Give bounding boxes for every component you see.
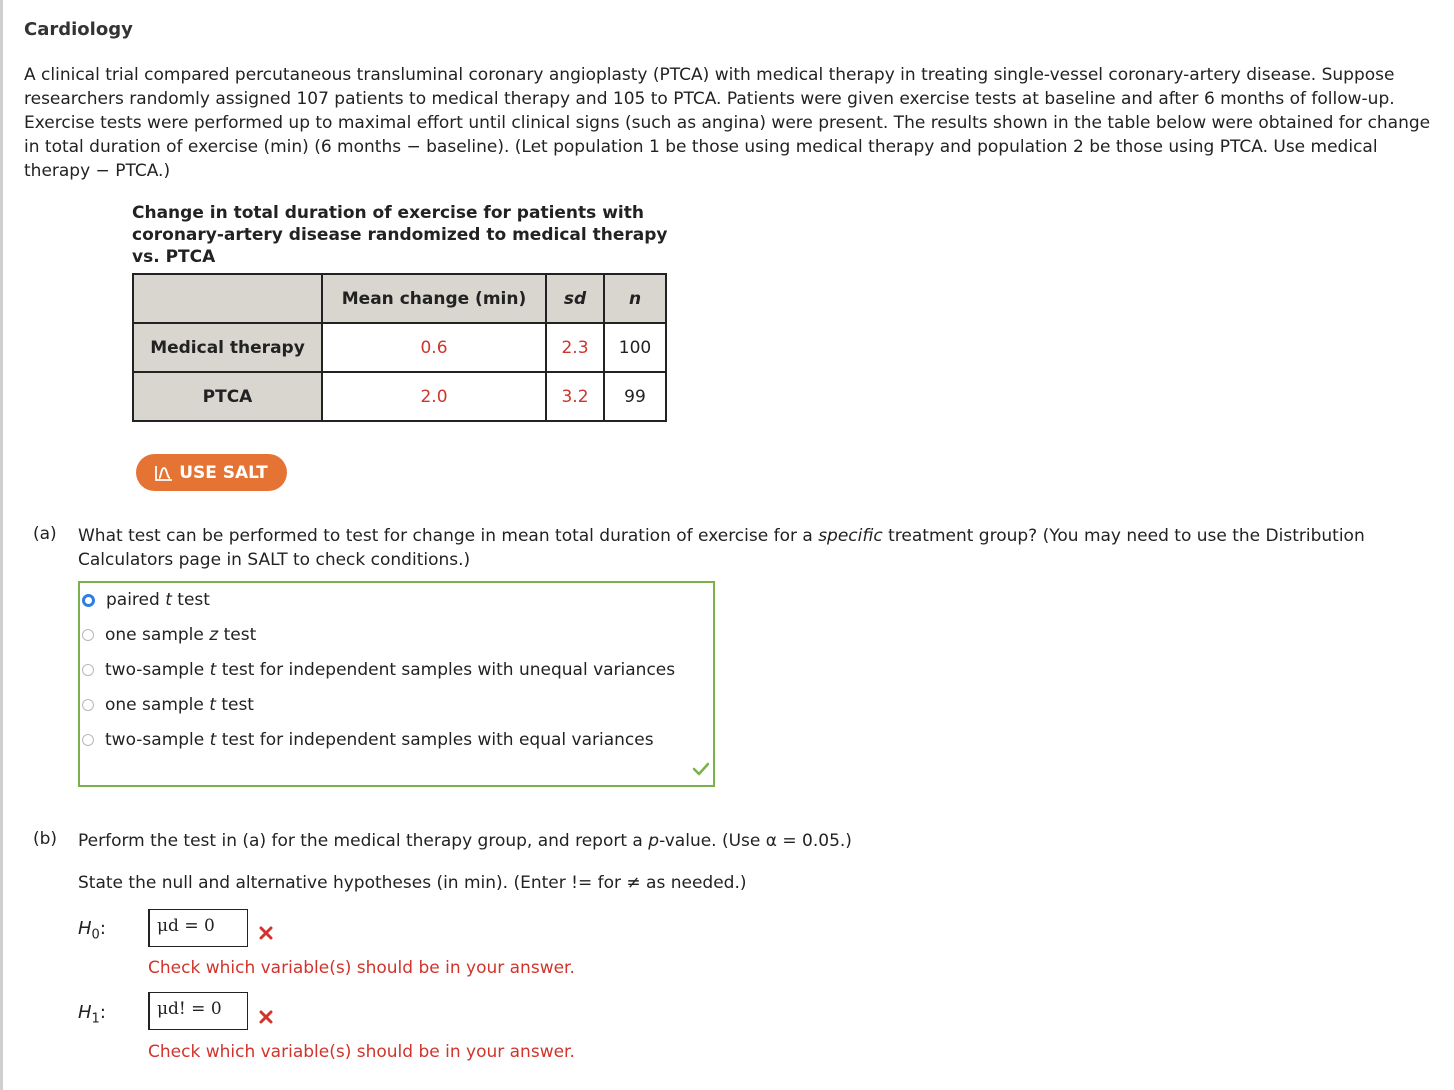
option-two-sample-equal[interactable] — [80, 729, 654, 751]
left-border — [0, 0, 3, 1090]
option-one-sample-t-test[interactable] — [80, 694, 254, 716]
h0-answer: μd = 0 — [157, 916, 215, 936]
cell-mean: 2.0 — [322, 372, 546, 421]
cell-n: 99 — [604, 372, 666, 421]
incorrect-x-icon — [259, 926, 273, 940]
option-label: paired t test — [106, 590, 210, 610]
table-header-cell — [133, 274, 322, 323]
cell-sd: 3.2 — [546, 372, 604, 421]
option-one-sample-z-test[interactable] — [80, 624, 256, 646]
h1-answer: μd! = 0 — [157, 999, 222, 1019]
option-label: one sample z test — [105, 625, 257, 645]
cell-sd: 2.3 — [546, 323, 604, 372]
h1-feedback: Check which variable(s) should be in your answer. — [148, 1042, 575, 1062]
row-label: PTCA — [133, 372, 322, 421]
radio-icon[interactable] — [82, 629, 94, 641]
table-caption: Change in total duration of exercise for patients with coronary-artery disease randomized to medical therapy vs. PTCA — [132, 203, 668, 267]
h1-label: $H_1$: — [78, 1002, 106, 1027]
radio-icon[interactable] — [82, 699, 94, 711]
h1-input[interactable] — [148, 992, 248, 1030]
use-salt-label: USE SALT — [179, 462, 268, 483]
answer-options-box — [78, 581, 715, 787]
correct-check-icon — [692, 762, 710, 776]
radio-icon[interactable] — [82, 664, 94, 676]
incorrect-x-icon — [259, 1010, 273, 1024]
part-a-question-text: What test can be performed to test for change in mean total duration of exercise for a — [78, 526, 819, 546]
option-label: two-sample t test for independent samples with equal variances — [105, 730, 654, 750]
table-row — [133, 323, 666, 372]
problem-intro: A clinical trial compared percutaneous transluminal coronary angioplasty (PTCA) with medical therapy in treating single-vessel coronary-artery disease. Suppose researchers randomly assigned 107 patients to medical therapy and 105 to PTCA. Patients were given exercise tests at baseline and after 6 months of follow-up. Exercise tests were performed up to maximal effort until clinical signs (such as angina) were present. The results shown in the table below were obtained for change in total duration of exercise (min) (6 months − baseline). (Let population 1 be those using medical therapy and population 2 be those using PTCA. Use medical therapy − PTCA.) — [24, 65, 1431, 181]
chart-icon — [155, 465, 173, 481]
option-label: two-sample t test for independent samples with unequal variances — [105, 660, 676, 680]
option-label: one sample t test — [105, 695, 254, 715]
part-b-label: (b) — [33, 829, 58, 849]
table-header-n: n — [604, 274, 666, 323]
part-b-question-text-end: -value. (Use α = 0.05.) — [659, 831, 852, 851]
part-a-question — [78, 524, 1408, 572]
table-row — [133, 372, 666, 421]
cell-mean: 0.6 — [322, 323, 546, 372]
table-header-mean: Mean change (min) — [322, 274, 546, 323]
cell-n: 100 — [604, 323, 666, 372]
page-title: Cardiology — [24, 19, 133, 40]
use-salt-button[interactable] — [136, 454, 287, 491]
part-b-question-emphasis: p — [648, 831, 660, 851]
h0-feedback: Check which variable(s) should be in your answer. — [148, 958, 575, 978]
part-a-question-text-end: treatment group? (You may need to use the Distribution Calculators page in SALT to check conditions.) — [78, 526, 1365, 570]
hypotheses-instruction: State the null and alternative hypotheses (in min). (Enter != for ≠ as needed.) — [78, 873, 747, 893]
option-two-sample-unequal[interactable] — [80, 659, 675, 681]
part-a-label: (a) — [33, 524, 57, 544]
part-b-question — [78, 829, 852, 853]
data-table — [132, 273, 667, 422]
h0-label: $H_0$: — [78, 918, 106, 943]
table-header-row — [133, 274, 666, 323]
h0-input[interactable] — [148, 909, 248, 947]
part-a-question-emphasis: specific — [818, 526, 883, 546]
row-label: Medical therapy — [133, 323, 322, 372]
radio-icon[interactable] — [82, 734, 94, 746]
part-b-question-text: Perform the test in (a) for the medical therapy group, and report a — [78, 831, 649, 851]
radio-selected-icon[interactable] — [82, 594, 95, 607]
option-paired-t-test[interactable] — [80, 589, 210, 611]
table-header-sd: sd — [546, 274, 604, 323]
